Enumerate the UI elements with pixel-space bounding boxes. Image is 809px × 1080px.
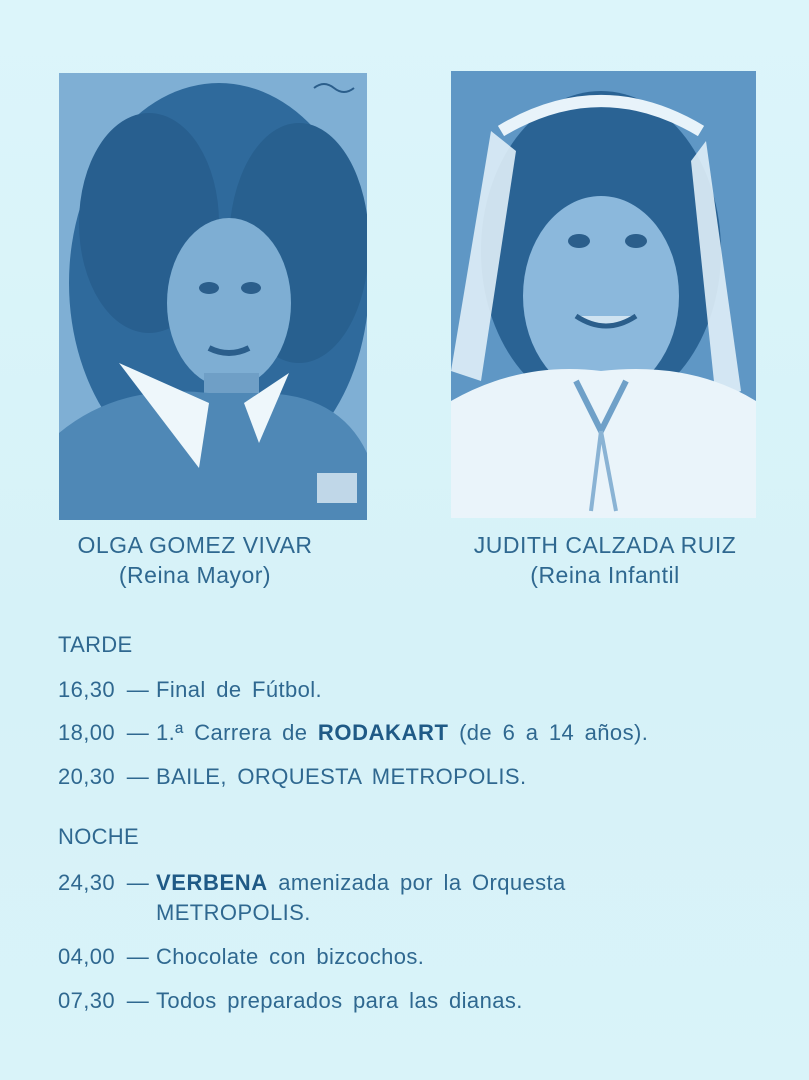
event-time: 18,00	[58, 720, 116, 745]
event-dash: —	[126, 764, 150, 789]
portrait-reina-infantil	[451, 71, 756, 518]
caption-reina-mayor	[40, 530, 350, 590]
event-time: 16,30	[58, 677, 116, 702]
event-text-post: amenizada por la Orquesta	[267, 870, 566, 895]
section-title-tarde: TARDE	[58, 632, 133, 657]
event-highlight: RODAKART	[317, 720, 449, 745]
event-text: Chocolate con bizcochos.	[156, 944, 425, 969]
event-highlight: VERBENA	[156, 870, 268, 895]
event-row	[58, 762, 526, 792]
event-row	[58, 942, 424, 972]
queen-title: (Reina Infantil	[530, 562, 680, 588]
event-row	[58, 868, 566, 928]
caption-reina-infantil	[445, 530, 765, 590]
queen-title: (Reina Mayor)	[118, 562, 272, 588]
event-dash: —	[126, 988, 150, 1013]
event-time: 07,30	[58, 988, 116, 1013]
event-text-post: (de 6 a 14 años).	[448, 720, 649, 745]
event-text-pre: 1.ª Carrera de	[156, 720, 318, 745]
event-text-continuation: METROPOLIS.	[156, 900, 311, 925]
queen-name: OLGA GOMEZ VIVAR	[77, 532, 313, 558]
event-row	[58, 986, 523, 1016]
event-time: 24,30	[58, 870, 116, 895]
portrait-reina-mayor	[59, 73, 367, 520]
event-row	[58, 718, 648, 748]
event-time: 04,00	[58, 944, 116, 969]
event-time: 20,30	[58, 764, 116, 789]
queen-name: JUDITH CALZADA RUIZ	[473, 532, 737, 558]
event-text	[156, 720, 648, 745]
event-dash: —	[126, 677, 150, 702]
event-text	[156, 870, 566, 895]
event-text: Final de Fútbol.	[156, 677, 323, 702]
event-dash: —	[126, 720, 150, 745]
event-text: BAILE, ORQUESTA METROPOLIS.	[156, 764, 527, 789]
section-title-noche: NOCHE	[58, 824, 139, 849]
event-row	[58, 675, 322, 705]
event-text: Todos preparados para las dianas.	[156, 988, 523, 1013]
event-dash: —	[126, 870, 150, 895]
event-dash: —	[126, 944, 150, 969]
